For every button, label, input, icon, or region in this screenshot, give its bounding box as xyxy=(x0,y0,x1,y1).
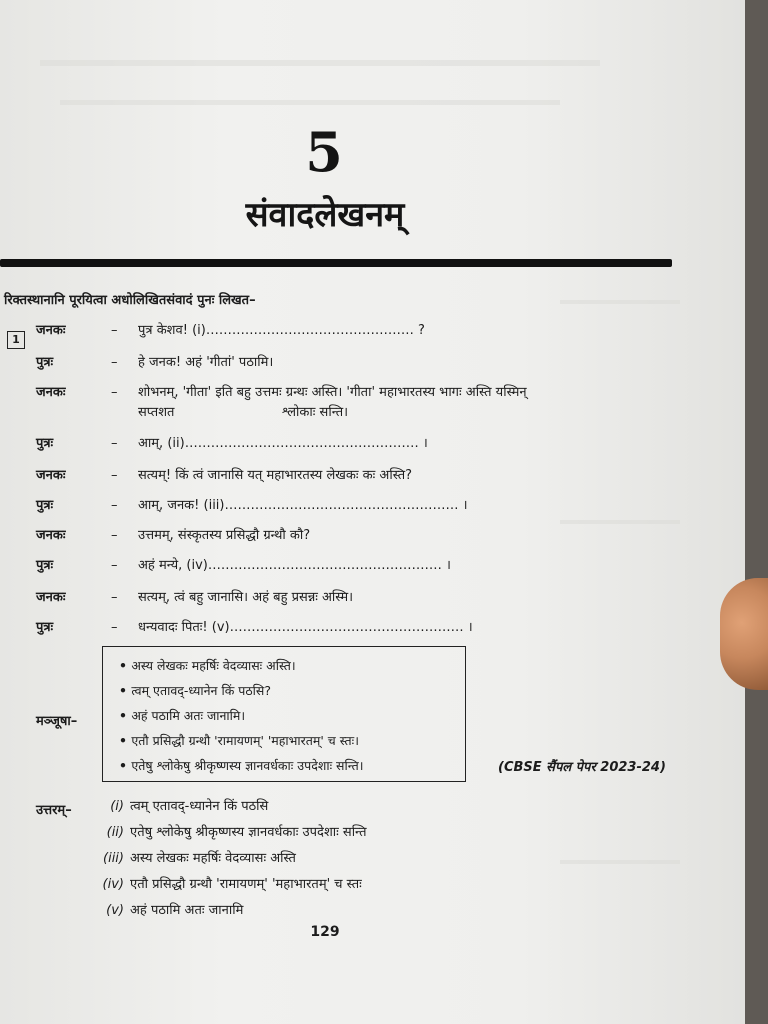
dialogue-line: हे जनक! अहं 'गीतां' पठामि। xyxy=(138,355,274,370)
dash: – xyxy=(111,323,118,338)
answer-number: (iii) xyxy=(103,851,124,866)
answer-text: अस्य लेखकः महर्षिः वेदव्यासः अस्ति xyxy=(130,851,296,866)
speaker-label: पुत्रः xyxy=(36,355,54,370)
speaker-label: पुत्रः xyxy=(36,436,54,451)
dash: – xyxy=(111,468,118,483)
dialogue-line: धन्यवादः पितः! (v)……………………………………………… । xyxy=(138,620,473,635)
answer-number: (v) xyxy=(106,903,124,918)
dash: – xyxy=(111,436,118,451)
answer-text: अहं पठामि अतः जानामि xyxy=(130,903,244,918)
dash: – xyxy=(111,385,118,400)
answer-item xyxy=(98,824,518,842)
bleed-through xyxy=(560,860,680,864)
source-citation: (CBSE सैंपल पेपर 2023-24) xyxy=(498,760,666,775)
dialogue-line: शोभनम्, 'गीता' इति बहु उत्तमः ग्रन्थः अस्ति। 'गीता' महाभारतस्य भागः अस्ति यस्मिन् xyxy=(138,385,527,400)
speaker-label: जनकः xyxy=(36,385,66,400)
title-rule xyxy=(0,259,672,267)
instruction-text: रिक्तस्थानानि पूरयित्वा अधोलिखितसंवादं पुनः लिखत– xyxy=(4,293,256,308)
speaker-label: पुत्रः xyxy=(36,498,54,513)
dash: – xyxy=(111,590,118,605)
manjusha-box xyxy=(102,646,466,782)
dialogue-line: अहं मन्ये, (iv)……………………………………………… । xyxy=(138,558,451,573)
manjusha-item: • त्वम् एतावद्-ध्यानेन किं पठसि? xyxy=(119,678,465,703)
answer-text: एतेषु श्लोकेषु श्रीकृष्णस्य ज्ञानवर्धकाः उपदेशाः सन्ति xyxy=(130,825,367,840)
thumb-holding-page xyxy=(720,578,768,690)
dialogue-line-continuation: सप्तशत श्लोकाः सन्ति। xyxy=(138,405,349,420)
manjusha-item: • अहं पठामि अतः जानामि। xyxy=(119,703,465,728)
speaker-label: जनकः xyxy=(36,323,66,338)
bleed-through xyxy=(60,100,560,105)
dash: – xyxy=(111,355,118,370)
answer-number: (iv) xyxy=(102,877,124,892)
chapter-title: संवादलेखनम् xyxy=(245,195,405,235)
dialogue-line: आम्, (ii)……………………………………………… । xyxy=(138,436,428,451)
speaker-label: जनकः xyxy=(36,468,66,483)
question-number-box: 1 xyxy=(7,331,25,349)
manjusha-item: • एतौ प्रसिद्धौ ग्रन्थौ 'रामायणम्' 'महाभारतम्' च स्तः। xyxy=(119,728,465,753)
speaker-label: पुत्रः xyxy=(36,620,54,635)
manjusha-item: • अस्य लेखकः महर्षिः वेदव्यासः अस्ति। xyxy=(119,653,465,678)
speaker-label: पुत्रः xyxy=(36,558,54,573)
dialogue-line: उत्तमम्, संस्कृतस्य प्रसिद्धौ ग्रन्थौ कौ? xyxy=(138,528,311,543)
dialogue-line: सत्यम्! किं त्वं जानासि यत् महाभारतस्य लेखकः कः अस्ति? xyxy=(138,468,413,483)
dialogue-line: सत्यम्, त्वं बहु जानासि। अहं बहु प्रसन्नः अस्मि। xyxy=(138,590,354,605)
answer-text: त्वम् एतावद्-ध्यानेन किं पठसि xyxy=(130,799,269,814)
answer-number: (i) xyxy=(110,799,124,814)
bleed-through xyxy=(40,60,600,66)
bleed-through xyxy=(560,520,680,524)
manjusha-item: • एतेषु श्लोकेषु श्रीकृष्णस्य ज्ञानवर्धकाः उपदेशाः सन्ति। xyxy=(119,753,465,778)
dash: – xyxy=(111,498,118,513)
dash: – xyxy=(111,620,118,635)
manjusha-list xyxy=(103,647,465,778)
dash: – xyxy=(111,558,118,573)
page-number: 129 xyxy=(310,924,340,940)
manjusha-label: मञ्जूषा– xyxy=(36,714,78,729)
answer-item xyxy=(98,876,518,894)
chapter-number: 5 xyxy=(305,120,343,184)
answer-item xyxy=(98,902,518,920)
answer-number: (ii) xyxy=(106,825,124,840)
speaker-label: जनकः xyxy=(36,528,66,543)
bleed-through xyxy=(560,300,680,304)
speaker-label: जनकः xyxy=(36,590,66,605)
dash: – xyxy=(111,528,118,543)
answer-text: एतौ प्रसिद्धौ ग्रन्थौ 'रामायणम्' 'महाभारतम्' च स्तः xyxy=(130,877,362,892)
answer-item xyxy=(98,850,518,868)
dialogue-line: आम्, जनक! (iii)……………………………………………… । xyxy=(138,498,468,513)
dialogue-line: पुत्र केशव! (i)………………………………………… ? xyxy=(138,323,425,338)
answers-label: उत्तरम्– xyxy=(36,803,72,818)
answer-item xyxy=(98,798,518,816)
